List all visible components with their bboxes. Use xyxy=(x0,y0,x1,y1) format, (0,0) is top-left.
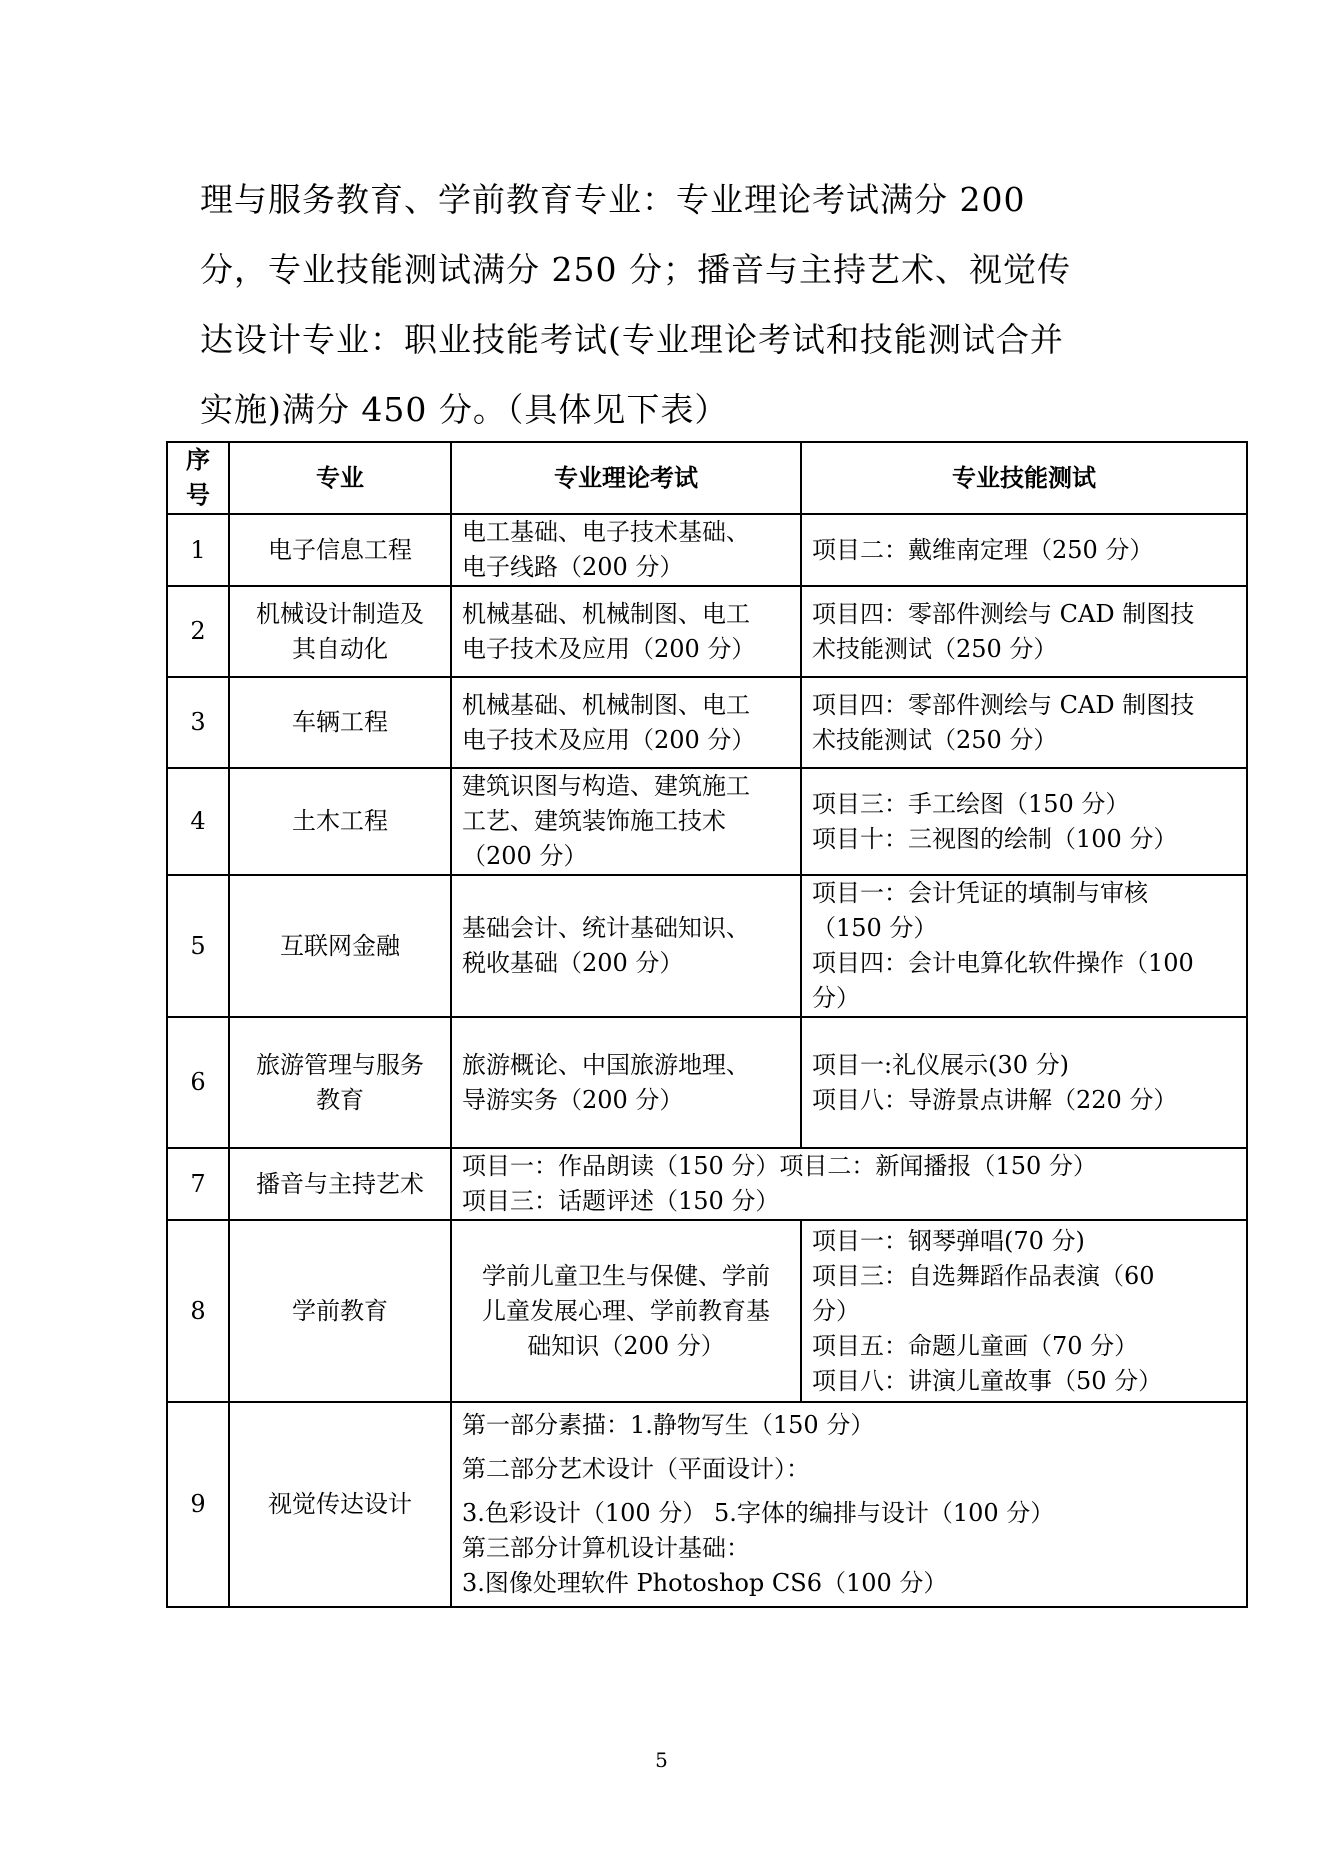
intro-line: 分，专业技能测试满分 250 分；播音与主持艺术、视觉传 xyxy=(200,250,1071,289)
combined-line: 项目一：作品朗读（150 分）项目二：新闻播报（150 分） xyxy=(462,1152,1097,1180)
row-index: 2 xyxy=(167,586,229,677)
row-theory xyxy=(451,875,801,1017)
row-major xyxy=(229,1148,451,1220)
skill-line: 项目三：自选舞蹈作品表演（60 xyxy=(812,1261,1155,1290)
theory-line: 机械基础、机械制图、电工 xyxy=(462,690,750,719)
skill-line: 项目一：会计凭证的填制与审核 xyxy=(812,879,1148,907)
major-line: 旅游管理与服务 xyxy=(256,1050,424,1079)
row-major xyxy=(229,1017,451,1148)
line-gap xyxy=(462,1487,1236,1496)
row-skill xyxy=(801,1017,1247,1148)
table-row xyxy=(167,514,1247,586)
major-line: 电子信息工程 xyxy=(268,535,412,564)
skill-line: 术技能测试（250 分） xyxy=(812,634,1058,663)
theory-line: 机械基础、机械制图、电工 xyxy=(462,599,750,628)
row-skill xyxy=(801,768,1247,875)
intro-line: 达设计专业：职业技能考试(专业理论考试和技能测试合并 xyxy=(200,320,1064,359)
header-skill: 专业技能测试 xyxy=(801,442,1247,514)
row-theory xyxy=(451,514,801,586)
row-skill xyxy=(801,875,1247,1017)
header-index xyxy=(167,442,229,514)
table-row xyxy=(167,1220,1247,1402)
table-row xyxy=(167,677,1247,768)
combined-line: 第一部分素描：1.静物写生（150 分） xyxy=(462,1411,875,1439)
row-theory xyxy=(451,677,801,768)
skill-line: 术技能测试（250 分） xyxy=(812,725,1058,754)
row-index: 7 xyxy=(167,1148,229,1220)
major-line: 学前教育 xyxy=(292,1296,388,1325)
row-major xyxy=(229,1402,451,1607)
row-skill xyxy=(801,677,1247,768)
major-line: 其自动化 xyxy=(292,634,388,663)
table-row xyxy=(167,1017,1247,1148)
skill-line: 项目十：三视图的绘制（100 分） xyxy=(812,824,1178,853)
row-major xyxy=(229,677,451,768)
theory-line: 学前儿童卫生与保健、学前 xyxy=(482,1261,770,1290)
intro-line: 实施)满分 450 分。（具体见下表） xyxy=(200,390,729,429)
skill-line: 项目二：戴维南定理（250 分） xyxy=(812,535,1154,564)
major-line: 教育 xyxy=(316,1085,364,1114)
skill-line: 项目八：讲演儿童故事（50 分） xyxy=(812,1366,1163,1395)
row-theory xyxy=(451,586,801,677)
line-gap xyxy=(462,1443,1236,1452)
row-skill xyxy=(801,586,1247,677)
row-major xyxy=(229,514,451,586)
major-line: 土木工程 xyxy=(292,807,388,835)
row-theory xyxy=(451,1220,801,1402)
theory-line: 建筑识图与构造、建筑施工 xyxy=(462,772,750,800)
major-line: 互联网金融 xyxy=(280,931,400,960)
row-index: 9 xyxy=(167,1402,229,1607)
intro-line: 理与服务教育、学前教育专业：专业理论考试满分 200 xyxy=(200,180,1026,219)
theory-line: 电子技术及应用（200 分） xyxy=(462,725,756,754)
row-index: 3 xyxy=(167,677,229,768)
theory-line: 儿童发展心理、学前教育基 xyxy=(482,1296,770,1325)
theory-line: 税收基础（200 分） xyxy=(462,949,684,977)
table-row xyxy=(167,875,1247,1017)
theory-line: 电子技术及应用（200 分） xyxy=(462,634,756,663)
header-theory: 专业理论考试 xyxy=(451,442,801,514)
theory-line: 电子线路（200 分） xyxy=(462,553,684,581)
combined-line: 3.图像处理软件 Photoshop CS6（100 分） xyxy=(462,1569,948,1597)
skill-line: 项目三：手工绘图（150 分） xyxy=(812,789,1130,818)
theory-line: 电工基础、电子技术基础、 xyxy=(462,518,750,546)
theory-line: 础知识（200 分） xyxy=(527,1331,725,1360)
row-major xyxy=(229,875,451,1017)
major-line: 视觉传达设计 xyxy=(268,1490,412,1518)
skill-line: 分） xyxy=(812,984,860,1012)
skill-line: 分） xyxy=(812,1296,860,1325)
major-line: 播音与主持艺术 xyxy=(256,1169,424,1198)
theory-line: 基础会计、统计基础知识、 xyxy=(462,914,750,942)
theory-line: （200 分） xyxy=(462,842,588,870)
table-row xyxy=(167,1402,1247,1607)
combined-line: 3.色彩设计（100 分） 5.字体的编排与设计（100 分） xyxy=(462,1499,1055,1527)
row-index: 4 xyxy=(167,768,229,875)
row-skill xyxy=(801,514,1247,586)
skill-line: 项目四：会计电算化软件操作（100 xyxy=(812,949,1194,977)
row-major xyxy=(229,1220,451,1402)
page-number: 5 xyxy=(655,1748,668,1772)
exam-table xyxy=(166,441,1248,1608)
skill-line: 项目五：命题儿童画（70 分） xyxy=(812,1331,1139,1360)
table-row xyxy=(167,1148,1247,1220)
row-theory xyxy=(451,1017,801,1148)
row-major xyxy=(229,768,451,875)
combined-line: 第二部分艺术设计（平面设计）： xyxy=(462,1455,810,1483)
table-row xyxy=(167,586,1247,677)
table-header-row xyxy=(167,442,1247,514)
skill-line: 项目四：零部件测绘与 CAD 制图技 xyxy=(812,690,1195,719)
row-index: 6 xyxy=(167,1017,229,1148)
row-combined xyxy=(451,1148,1247,1220)
skill-line: 项目一：钢琴弹唱(70 分) xyxy=(812,1226,1085,1255)
row-major xyxy=(229,586,451,677)
table-row xyxy=(167,768,1247,875)
row-theory xyxy=(451,768,801,875)
row-skill xyxy=(801,1220,1247,1402)
skill-line: 项目四：零部件测绘与 CAD 制图技 xyxy=(812,599,1195,628)
theory-line: 导游实务（200 分） xyxy=(462,1085,684,1114)
combined-line: 第三部分计算机设计基础： xyxy=(462,1534,750,1562)
header-index-line: 序 xyxy=(186,446,210,474)
combined-line: 项目三：话题评述（150 分） xyxy=(462,1187,780,1215)
major-line: 机械设计制造及 xyxy=(256,599,424,628)
intro-paragraph xyxy=(200,165,1160,445)
header-major: 专业 xyxy=(229,442,451,514)
skill-line: （150 分） xyxy=(812,914,938,942)
skill-line: 项目一:礼仪展示(30 分) xyxy=(812,1050,1069,1079)
row-index: 8 xyxy=(167,1220,229,1402)
row-index: 5 xyxy=(167,875,229,1017)
theory-line: 旅游概论、中国旅游地理、 xyxy=(462,1050,750,1079)
row-combined xyxy=(451,1402,1247,1607)
theory-line: 工艺、建筑装饰施工技术 xyxy=(462,807,726,835)
header-index-line: 号 xyxy=(186,481,210,509)
skill-line: 项目八：导游景点讲解（220 分） xyxy=(812,1085,1178,1114)
major-line: 车辆工程 xyxy=(292,708,388,736)
row-index: 1 xyxy=(167,514,229,586)
